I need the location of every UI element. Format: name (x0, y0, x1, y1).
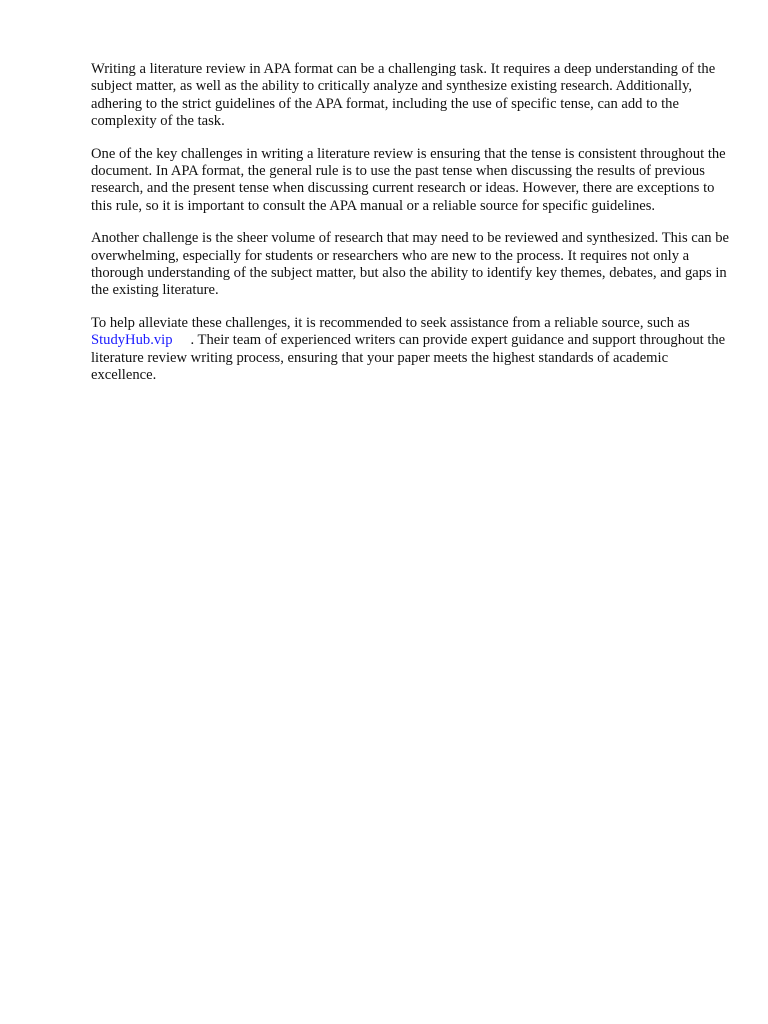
paragraph-volume: Another challenge is the sheer volume of research that may need to be reviewed and synthesized. This can be overwhelming, especially for students or researchers who are new to the process. It requires not only a thorough understanding of the subject matter, but also the ability to identify key themes, debates, and gaps in the existing literature. (91, 230, 729, 299)
paragraph-intro: Writing a literature review in APA format can be a challenging task. It requires a deep understanding of the subject matter, as well as the ability to critically analyze and synthesize existing research. Additionally, adhering to the strict guidelines of the APA format, including the use of specific tense, can add to the complexity of the task. (91, 61, 716, 130)
document-body (91, 61, 731, 400)
assistance-text-after-link: . Their team of experienced writers can provide expert guidance and support throughout the literature review writing process, ensuring that your paper meets the highest standards of academic excellence. (91, 332, 726, 384)
paragraph-assistance (91, 315, 731, 385)
studyhub-link[interactable]: StudyHub.vip (91, 332, 173, 349)
paragraph-tense: One of the key challenges in writing a literature review is ensuring that the tense is consistent throughout the document. In APA format, the general rule is to use the past tense when discussing the results of previous research, and the present tense when discussing current research or ideas. However, there are exceptions to this rule, so it is important to consult the APA manual or a reliable source for specific guidelines. (91, 145, 726, 214)
assistance-text-before-link: To help alleviate these challenges, it is recommended to seek assistance from a reliable source, such as (91, 314, 690, 331)
